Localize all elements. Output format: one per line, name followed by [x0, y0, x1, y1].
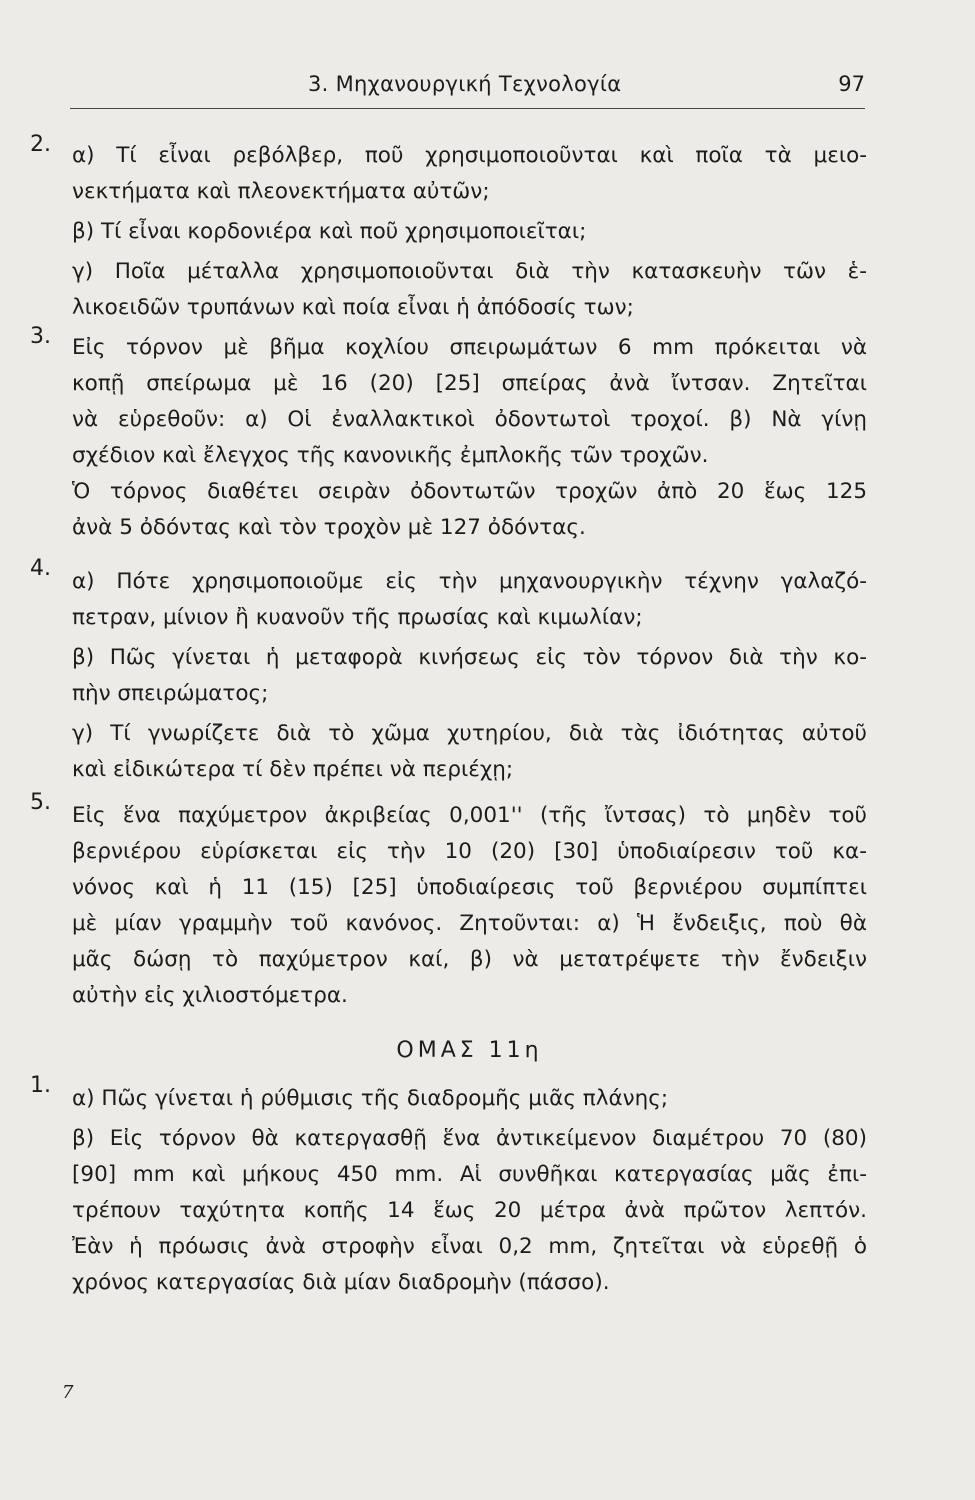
- question-4: [30, 556, 867, 788]
- question-number: 2.: [30, 132, 51, 157]
- question-number: 1.: [30, 1073, 51, 1098]
- text-line: τρέπουν ταχύτητα κοπῆς 14 ἕως 20 μέτρα ἀνὰ πρῶτον λεπτόν.: [72, 1198, 867, 1223]
- text-line: πὴν σπειρώματος;: [72, 681, 269, 706]
- text-line: μὲ μίαν γραμμὴν τοῦ κανόνος. Ζητοῦνται: α) Ἡ ἔνδειξις, ποὺ θὰ: [72, 911, 867, 936]
- text-line: νεκτήματα καὶ πλεονεκτήματα αὐτῶν;: [72, 179, 490, 204]
- text-line: χρόνος κατεργασίας διὰ μίαν διαδρομὴν (πάσσο).: [72, 1270, 610, 1295]
- question-number: 4.: [30, 556, 51, 581]
- text-line: α) Πῶς γίνεται ἡ ρύθμισις τῆς διαδρομῆς μιᾶς πλάνης;: [72, 1086, 669, 1111]
- running-title: 3. Μηχανουργική Τεχνολογία: [308, 72, 622, 96]
- text-line: Ἐὰν ἡ πρόωσις ἀνὰ στροφὴν εἶναι 0,2 mm, ζητεῖται νὰ εὑρεθῇ ὁ: [72, 1234, 867, 1259]
- text-line: ἀνὰ 5 ὀδόντας καὶ τὸν τροχὸν μὲ 127 ὀδόντας.: [72, 515, 586, 540]
- text-line: μᾶς δώσῃ τὸ παχύμετρον καί, β) νὰ μετατρέψετε τὴν ἔνδειξιν: [72, 947, 867, 972]
- question-number: 3.: [30, 324, 51, 349]
- text-line: β) Εἰς τόρνον θὰ κατεργασθῇ ἕνα ἀντικείμενον διαμέτρου 70 (80): [72, 1126, 867, 1151]
- text-line: κοπῇ σπείρωμα μὲ 16 (20) [25] σπείρας ἀνὰ ἴντσαν. Ζητεῖται: [72, 371, 867, 396]
- text-line: νὰ εὑρεθοῦν: α) Οἱ ἐναλλακτικοὶ ὀδοντωτοὶ τροχοί. β) Νὰ γίνῃ: [72, 407, 867, 432]
- text-line: αὐτὴν εἰς χιλιοστόμετρα.: [72, 983, 348, 1008]
- text-line: [90] mm καὶ μήκους 450 mm. Αἱ συνθῆκαι κατεργασίας μᾶς ἐπι-: [72, 1162, 867, 1187]
- text-line: β) Τί εἶναι κορδονιέρα καὶ ποῦ χρησιμοποιεῖται;: [72, 219, 587, 244]
- text-line: Ὁ τόρνος διαθέτει σειρὰν ὀδοντωτῶν τροχῶν ἀπὸ 20 ἕως 125: [72, 479, 867, 504]
- text-line: α) Πότε χρησιμοποιοῦμε εἰς τὴν μηχανουργικὴν τέχνην γαλαζό-: [72, 569, 867, 594]
- text-line: πετραν, μίνιον ἢ κυανοῦν τῆς πρωσίας καὶ κιμωλίαν;: [72, 605, 643, 630]
- question-5: [30, 790, 867, 1014]
- text-line: Εἰς ἕνα παχύμετρον ἀκριβείας 0,001'' (τῆς ἴντσας) τὸ μηδὲν τοῦ: [72, 803, 867, 828]
- question-number: 5.: [30, 790, 51, 815]
- running-header: [70, 70, 865, 104]
- page-number: 97: [838, 72, 865, 96]
- text-line: γ) Τί γνωρίζετε διὰ τὸ χῶμα χυτηρίου, διὰ τὰς ἰδιότητας αὐτοῦ: [72, 721, 867, 746]
- text-line: β) Πῶς γίνεται ἡ μεταφορὰ κινήσεως εἰς τὸν τόρνον διὰ τὴν κο-: [72, 645, 867, 670]
- page-body: [30, 132, 867, 1301]
- text-line: καὶ εἰδικώτερα τί δὲν πρέπει νὰ περιέχῃ;: [72, 757, 514, 782]
- question-2: [30, 132, 867, 326]
- question-3: [30, 324, 867, 546]
- group-question-1: [30, 1073, 867, 1301]
- text-line: νόνος καὶ ἡ 11 (15) [25] ὑποδιαίρεσις τοῦ βερνιέρου συμπίπτει: [72, 875, 867, 900]
- text-line: σχέδιον καὶ ἔλεγχος τῆς κανονικῆς ἐμπλοκῆς τῶν τροχῶν.: [72, 443, 709, 468]
- header-rule: [70, 108, 865, 109]
- text-line: βερνιέρου εὑρίσκεται εἰς τὴν 10 (20) [30] ὑποδιαίρεσιν τοῦ κα-: [72, 839, 867, 864]
- signature-mark: 7: [62, 1382, 74, 1403]
- text-line: λικοειδῶν τρυπάνων καὶ ποία εἶναι ἡ ἀπόδοσίς των;: [72, 295, 634, 320]
- group-heading: ΟΜΑΣ 11η: [396, 1038, 543, 1063]
- text-line: Εἰς τόρνον μὲ βῆμα κοχλίου σπειρωμάτων 6 mm πρόκειται νὰ: [72, 335, 867, 360]
- text-line: γ) Ποῖα μέταλλα χρησιμοποιοῦνται διὰ τὴν κατασκευὴν τῶν ἑ-: [72, 259, 867, 284]
- text-line: α) Τί εἶναι ρεβόλβερ, ποῦ χρησιμοποιοῦνται καὶ ποῖα τὰ μειο-: [72, 143, 867, 168]
